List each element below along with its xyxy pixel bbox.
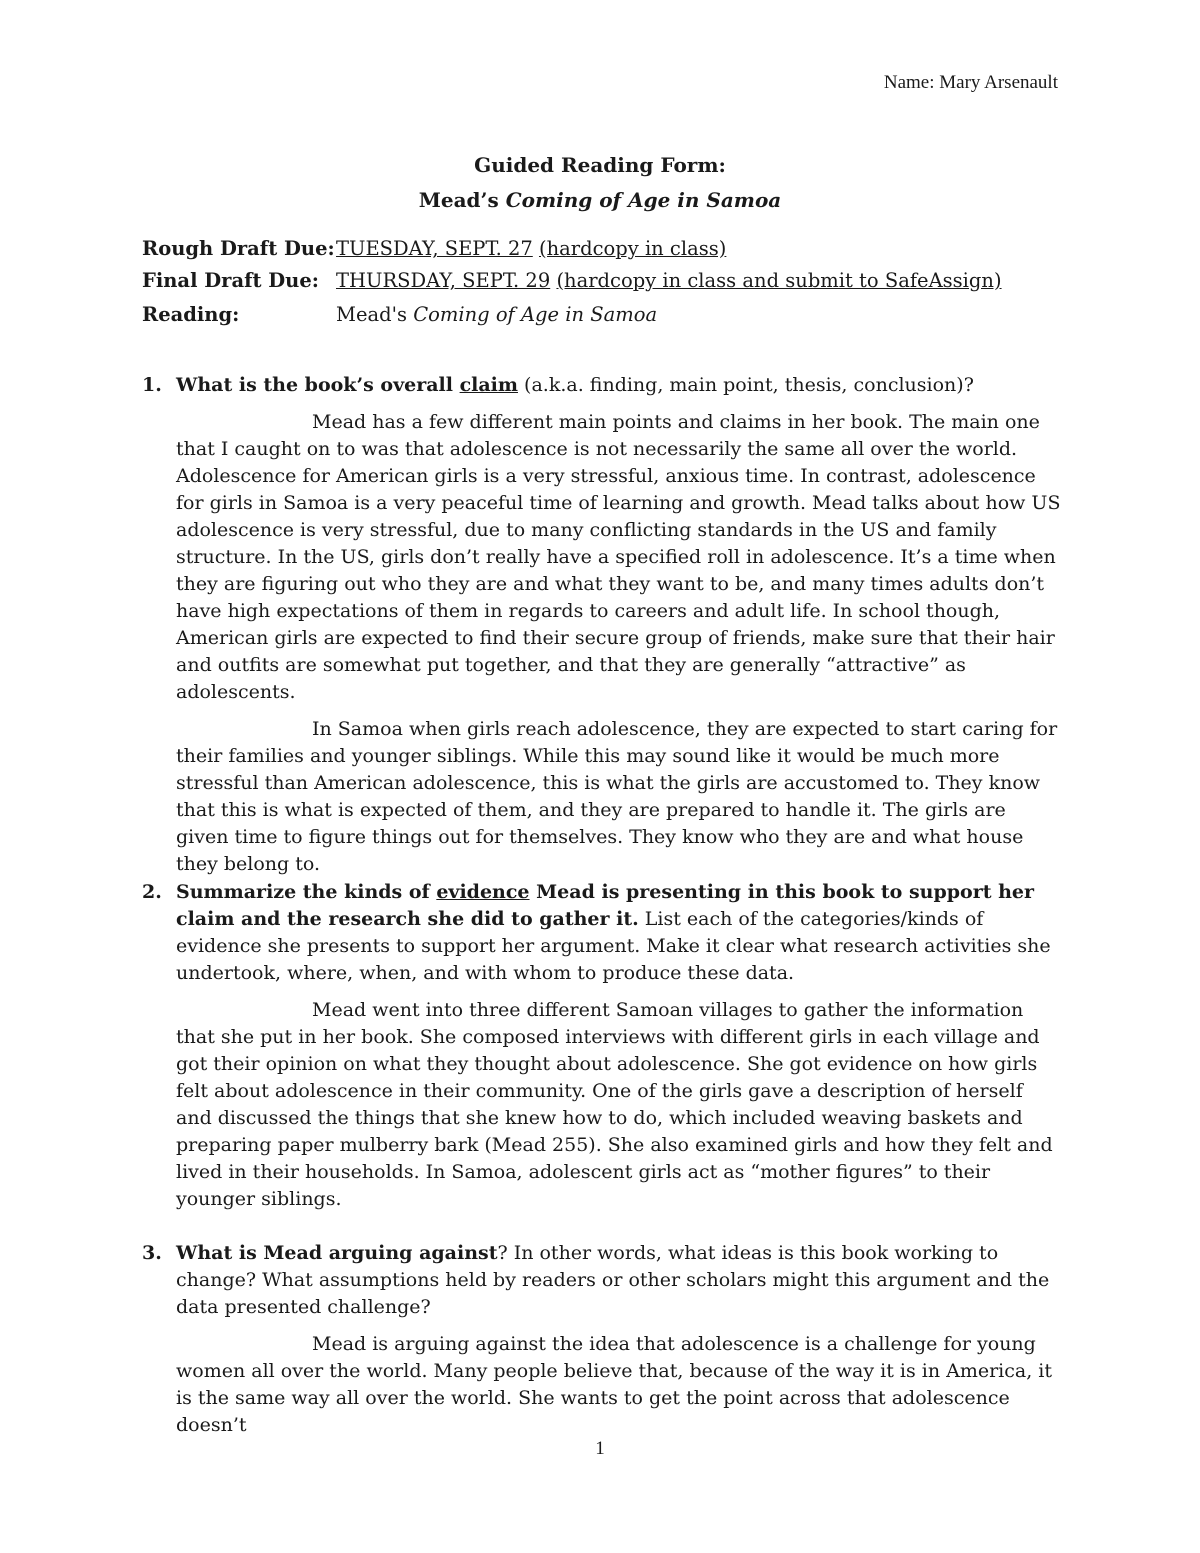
- answer-paragraph: Mead went into three different Samoan villages to gather the information that she put in her book. She composed interviews with different girls in each village and got their opinion on what they thought about adolescence. She got evidence on how girls felt about adolescence in their community. One of the girls gave a description of herself and discussed the things that she knew how to do, which included weaving baskets and preparing paper mulberry bark (Mead 255). She also examined girls and how they felt and lived in their households. In Samoa, adolescent girls act as “mother figures” to their younger siblings.: [176, 999, 1053, 1210]
- question-3: [142, 1240, 1062, 1439]
- question-number: 2.: [142, 881, 162, 903]
- question-number: 1.: [142, 374, 162, 396]
- rough-draft-note: (hardcopy in class): [538, 237, 727, 260]
- answer-paragraph: Mead has a few different main points and claims in her book. The main one that I caught on to was that adolescence is not necessarily the same all over the world. Adolescence for American girls is a very stressful, anxious time. In contrast, adolescence for girls in Samoa is a very peaceful time of learning and growth. Mead talks about how US adolescence is very stressful, due to many conflicting standards in the US and family structure. In the US, girls don’t really have a specified roll in adolescence. It’s a time when they are figuring out who they are and what they want to be, and many times adults don’t have high expectations of them in regards to careers and adult life. In school though, American girls are expected to find their secure group of friends, make sure that their hair and outfits are somewhat put together, and that they are generally “attractive” as adolescents.: [176, 411, 1061, 703]
- question-number: 3.: [142, 1242, 162, 1264]
- question-text: Summarize the kinds of evidence Mead is presenting in this book to support her claim and the research she did to gather it. List each of the categories/kinds of evidence she presents to support her argument. Make it clear what research activities she undertook, where, when, and with whom to produce these data.: [176, 881, 1051, 984]
- rough-draft-date: TUESDAY, SEPT. 27: [336, 237, 533, 260]
- reading-label: Reading:: [142, 303, 240, 326]
- question-text: What is the book’s overall claim (a.k.a. finding, main point, thesis, conclusion)?: [176, 374, 974, 396]
- final-draft-label: Final Draft Due:: [142, 269, 319, 292]
- reading-row: Reading: Mead's Coming of Age in Samoa: [142, 303, 658, 326]
- student-name: Name: Mary Arsenault: [883, 72, 1058, 93]
- rough-draft-label: Rough Draft Due:: [142, 237, 335, 260]
- answer-paragraph: In Samoa when girls reach adolescence, they are expected to start caring for their families and younger siblings. While this may sound like it would be much more stressful than American adolescence, this is what the girls are accustomed to. They know that this is what is expected of them, and they are prepared to handle it. The girls are given time to figure things out for themselves. They know who they are and what house they belong to.: [176, 718, 1058, 875]
- final-draft-date: THURSDAY, SEPT. 29: [336, 269, 551, 292]
- question-2: [142, 879, 1062, 1213]
- question-text: What is Mead arguing against? In other words, what ideas is this book working to change? What assumptions held by readers or other scholars might this argument and the data presented challenge?: [176, 1242, 1050, 1318]
- final-draft-note: (hardcopy in class and submit to SafeAssign): [556, 269, 1002, 292]
- book-title: Mead’s Coming of Age in Samoa: [418, 188, 782, 212]
- answer-paragraph: Mead is arguing against the idea that adolescence is a challenge for young women all over the world. Many people believe that, because of the way it is in America, it is the same way all over the world. She wants to get the point across that adolescence doesn’t: [176, 1333, 1053, 1436]
- rough-draft-row: [142, 237, 726, 260]
- page-number: 1: [595, 1438, 605, 1459]
- form-title: Guided Reading Form:: [474, 153, 726, 177]
- final-draft-row: [142, 269, 1002, 292]
- question-1: [142, 372, 1062, 878]
